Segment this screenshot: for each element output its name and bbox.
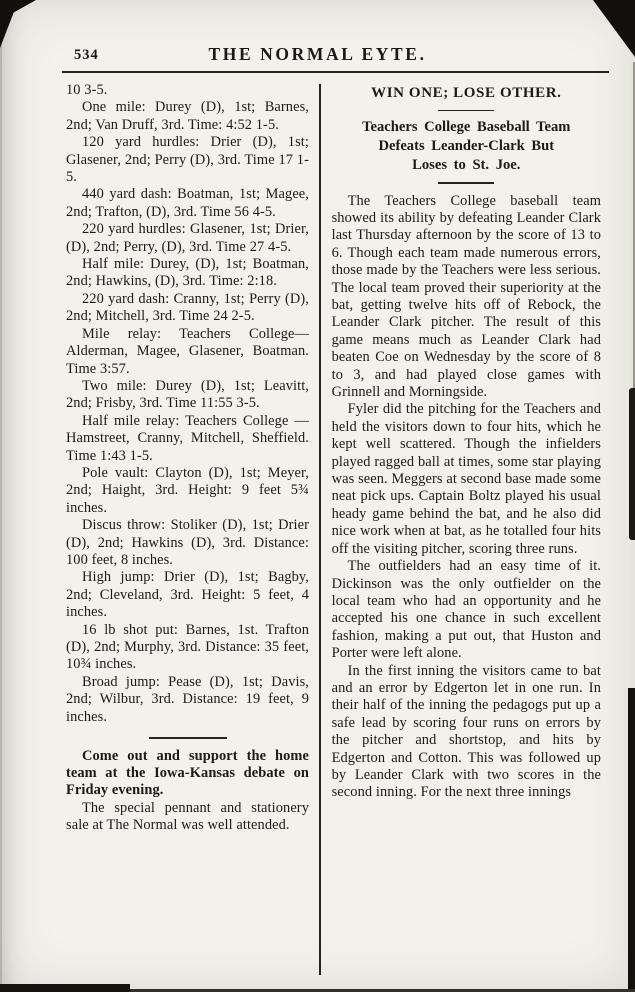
- note-paragraph: Come out and support the home team at the Iowa-Kansas debate on Friday evening.: [66, 747, 309, 799]
- note-paragraph: The special pennant and stationery sale at The Normal was well attended.: [66, 799, 309, 834]
- scan-artifact-right-strip: [628, 688, 635, 992]
- track-result-paragraph: 440 yard dash: Boatman, 1st; Magee, 2nd; Trafton, (D), 3rd. Time 56 4-5.: [66, 186, 309, 220]
- track-result-paragraph: 220 yard dash: Cranny, 1st; Perry (D), 2nd; Mitchell, 3rd. Time 24 2-5.: [66, 290, 309, 325]
- header-rule: [62, 71, 609, 73]
- subheadline-rule: [438, 182, 494, 183]
- scan-artifact-top-left: [0, 0, 36, 48]
- article-paragraph: The Teachers College baseball team showed its ability by defeating Leander Clark last Thursday afternoon by the score of 13 to 6. Though each team made numerous errors, those made by the Teachers were less serious. The local team proved their superiority at the bat, getting twelve hits off of Rebock, the Leander Clark pitcher. The result of this game means much as Leander Clark had beaten Coe on Wednesday by the score of 8 to 3, and had played close games with Grinnell and Morningside.: [331, 192, 601, 401]
- article-body: [332, 193, 601, 802]
- track-result-paragraph: 16 lb shot put: Barnes, 1st. Trafton (D), 2nd; Murphy, 3rd. Distance: 35 feet, 10¾ inches.: [66, 621, 309, 673]
- page-number: 534: [74, 47, 99, 63]
- track-result-paragraph: Broad jump: Pease (D), 1st; Davis, 2nd; Wilbur, 3rd. Distance: 19 feet, 9 inches.: [66, 673, 309, 725]
- track-result-paragraph: Half mile relay: Teachers College —Hamstreet, Cranny, Mitchell, Sheffield. Time 1:43 1-5.: [66, 412, 309, 464]
- subheadline-line: Teachers College Baseball Team: [362, 119, 571, 136]
- two-column-layout: [66, 82, 601, 975]
- track-result-paragraph: 120 yard hurdles: Drier (D), 1st; Glasener, 2nd; Perry (D), 3rd. Time 17 1-5.: [66, 134, 309, 186]
- right-column: [332, 82, 601, 975]
- page-title: THE NORMAL EYTE.: [208, 44, 427, 64]
- track-result-paragraph: Mile relay: Teachers College—Alderman, Magee, Glasener, Boatman. Time 3:57.: [66, 325, 309, 377]
- column-divider-rule: [319, 84, 321, 975]
- article-subheadline: [332, 118, 601, 174]
- section-rule: [149, 737, 227, 739]
- track-result-paragraph: Half mile: Durey, (D), 1st; Boatman, 2nd; Hawkins, (D), 3rd. Time: 2:18.: [66, 256, 309, 290]
- track-result-paragraph: High jump: Drier (D), 1st; Bagby, 2nd; Cleveland, 3rd. Height: 5 feet, 4 inches.: [66, 569, 309, 621]
- notes-list: [66, 748, 309, 835]
- track-result-paragraph: Discus throw: Stoliker (D), 1st; Drier (D), 2nd; Hawkins (D), 3rd. Distance: 100 feet, 8 inches.: [66, 517, 309, 568]
- left-column: [66, 82, 309, 975]
- track-results-list: [66, 82, 309, 726]
- headline-rule: [438, 110, 494, 111]
- article-headline: WIN ONE; LOSE OTHER.: [371, 85, 562, 101]
- track-result-paragraph: 10 3-5.: [66, 82, 108, 98]
- subheadline-line: Defeats Leander-Clark But: [378, 137, 555, 154]
- track-result-paragraph: Pole vault: Clayton (D), 1st; Meyer, 2nd; Haight, 3rd. Height: 9 feet 5¾ inches.: [66, 464, 309, 516]
- scan-artifact-bottom-left: [0, 984, 130, 992]
- subheadline-line: Loses to St. Joe.: [412, 156, 521, 173]
- scan-artifact-left-edge: [0, 0, 2, 992]
- track-result-paragraph: One mile: Durey (D), 1st; Barnes, 2nd; Van Druff, 3rd. Time: 4:52 1-5.: [66, 99, 309, 133]
- track-result-paragraph: 220 yard hurdles: Glasener, 1st; Drier, (D), 2nd; Perry, (D), 3rd. Time 27 4-5.: [66, 221, 309, 255]
- track-result-paragraph: Two mile: Durey (D), 1st; Leavitt, 2nd; Frisby, 3rd. Time 11:55 3-5.: [66, 377, 309, 412]
- scan-artifact-right-strip: [629, 388, 635, 540]
- article-paragraph: Fyler did the pitching for the Teachers and held the visitors down to four hits, which he kept well scattered. Though the infielders played ragged ball at times, some star playing was seen. Meggers at second base made some neat pick ups. Captain Boltz played his usual heady game behind the bat, and he also did nice work when at bat, as he totalled four hits off the visiting pitcher, scoring three runs.: [331, 401, 601, 557]
- article-paragraph: The outfielders had an easy time of it. Dickinson was the only outfielder on the local team who had an opportunity and he accepted his one chance in such excellent fashion, making a put out, that Huston and Porter were left alone.: [331, 558, 601, 662]
- article-paragraph: In the first inning the visitors came to bat and an error by Edgerton let in one run. In their half of the inning the pedagogs put up a safe lead by scoring four runs on errors by the pitcher and shortstop, and hits by Edgerton and Cotton. This was followed up by Leander Clark with two scores in the second inning. For the next three innings: [331, 662, 601, 801]
